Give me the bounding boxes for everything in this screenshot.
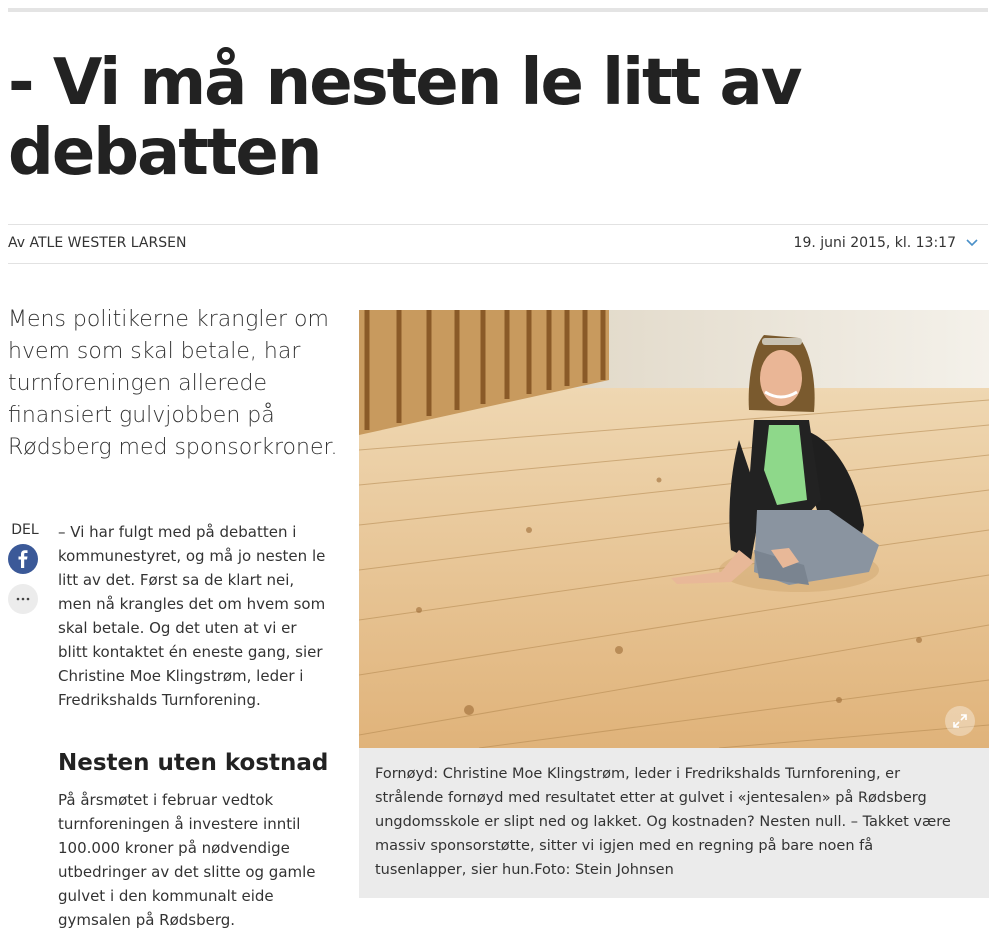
more-share-button[interactable]: [8, 584, 38, 614]
image-caption: Fornøyd: Christine Moe Klingstrøm, leder i Fredrikshalds Turnforening, er strålende fornøyd med resultatet etter at gulvet i «jentesalen» på Rødsberg ungdomsskole er slipt ned og lakket. Og kostnaden? Nesten null. – Takket være massiv sponsorstøtte, sitter vi igjen med en regning på bare noen få tusenlapper, sier hun.Foto: Stein Johnsen: [375, 766, 951, 878]
subheading: Nesten uten kostnad: [58, 750, 329, 776]
paragraph: På årsmøtet i februar vedtok turnforeningen å investere inntil 100.000 kroner på nødvendige utbedringer av det slitte og gamle gulvet i den kommunalt eide gymsalen på Rødsberg.: [58, 791, 316, 929]
top-divider: [8, 8, 988, 12]
expand-icon: [953, 714, 967, 728]
article-body: [58, 520, 330, 932]
paragraph: – Vi har fulgt med på debatten i kommunestyret, og må jo nesten le litt av det. Først sa de klart nei, men nå krangles det om hvem som skal betale. Og det uten at vi er blitt kontaktet én eneste gang, sier Christine Moe Klingstrøm, leder i Fredrikshalds Turnforening.: [58, 523, 326, 709]
byline-bar: [8, 224, 988, 264]
publish-date-toggle[interactable]: [794, 235, 978, 251]
more-dots-icon: [16, 597, 30, 601]
byline: Av ATLE WESTER LARSEN: [8, 235, 187, 251]
article-headline: - Vi må nesten le litt av debatten: [8, 46, 801, 190]
article-photo[interactable]: [359, 310, 989, 748]
share-panel: [8, 522, 42, 624]
facebook-icon: [17, 550, 29, 568]
facebook-share-button[interactable]: [8, 544, 38, 574]
publish-date: 19. juni 2015, kl. 13:17: [793, 235, 956, 251]
expand-image-button[interactable]: [945, 706, 975, 736]
share-label: DEL: [11, 522, 39, 538]
chevron-down-icon: [966, 239, 978, 247]
article-lead: Mens politikerne krangler om hvem som skal betale, har turnforeningen allerede finansiert gulvjobben på Rødsberg med sponsorkroner.: [8, 307, 338, 460]
article-image-block: [359, 310, 989, 898]
